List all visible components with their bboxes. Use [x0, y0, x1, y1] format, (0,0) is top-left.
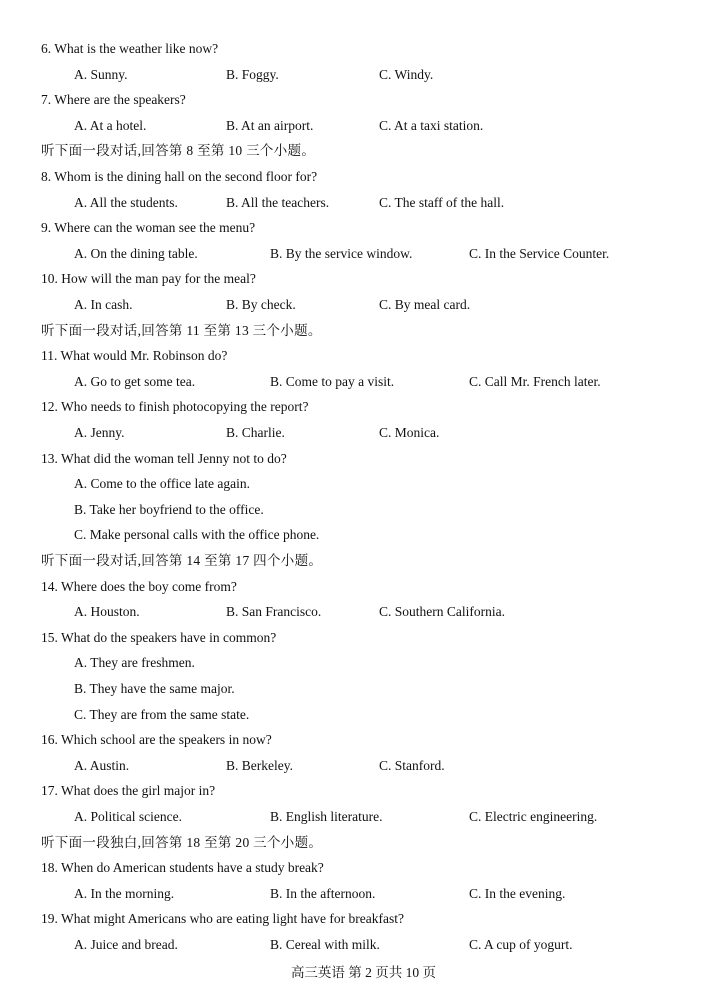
question-text: 10. How will the man pay for the meal?: [41, 271, 256, 286]
options-row: [0, 883, 727, 905]
section-instruction-row: [0, 320, 727, 342]
option-c: C. Stanford.: [379, 758, 445, 773]
question-row: [0, 396, 727, 418]
question-text: 8. Whom is the dining hall on the second floor for?: [41, 169, 318, 184]
question-row: [0, 89, 727, 111]
option-a: A. Come to the office late again.: [74, 476, 250, 491]
option-a: A. Sunny.: [74, 67, 128, 82]
question-text: 16. Which school are the speakers in now?: [41, 732, 272, 747]
question-text: 14. Where does the boy come from?: [41, 579, 237, 594]
question-text: 7. Where are the speakers?: [41, 92, 186, 107]
options-row: [0, 371, 727, 393]
options-row: [0, 524, 727, 546]
option-a: A. Juice and bread.: [74, 937, 178, 952]
question-row: [0, 627, 727, 649]
question-row: [0, 729, 727, 751]
section-instruction-row: [0, 550, 727, 572]
option-b: B. Foggy.: [226, 67, 279, 82]
option-c: C. Monica.: [379, 425, 440, 440]
options-row: [0, 678, 727, 700]
question-row: [0, 448, 727, 470]
option-c: C. By meal card.: [379, 297, 471, 312]
option-a: A. Go to get some tea.: [74, 374, 196, 389]
question-row: [0, 857, 727, 879]
options-row: [0, 294, 727, 316]
option-c: C. Southern California.: [379, 604, 505, 619]
options-row: [0, 192, 727, 214]
question-text: 6. What is the weather like now?: [41, 41, 219, 56]
question-row: [0, 780, 727, 802]
option-a: A. In the morning.: [74, 886, 175, 901]
question-text: 18. When do American students have a study break?: [41, 860, 324, 875]
option-a: A. On the dining table.: [74, 246, 198, 261]
options-row: [0, 64, 727, 86]
question-text: 17. What does the girl major in?: [41, 783, 216, 798]
option-b: B. English literature.: [270, 809, 383, 824]
options-row: [0, 422, 727, 444]
option-c: C. The staff of the hall.: [379, 195, 505, 210]
question-text: 12. Who needs to finish photocopying the report?: [41, 399, 309, 414]
question-row: [0, 576, 727, 598]
section-instruction: 听下面一段对话,回答第 14 至第 17 四个小题。: [41, 553, 323, 568]
question-row: [0, 345, 727, 367]
section-instruction-row: [0, 140, 727, 162]
option-b: B. San Francisco.: [226, 604, 322, 619]
option-a: A. All the students.: [74, 195, 178, 210]
options-row: [0, 652, 727, 674]
options-row: [0, 499, 727, 521]
option-b: B. All the teachers.: [226, 195, 330, 210]
option-b: B. By check.: [226, 297, 296, 312]
option-a: A. Houston.: [74, 604, 140, 619]
question-row: [0, 166, 727, 188]
question-text: 19. What might Americans who are eating light have for breakfast?: [41, 911, 405, 926]
page-footer: 高三英语 第 2 页共 10 页: [290, 965, 437, 980]
section-instruction: 听下面一段对话,回答第 8 至第 10 三个小题。: [41, 143, 316, 158]
question-row: [0, 217, 727, 239]
question-row: [0, 908, 727, 930]
question-text: 11. What would Mr. Robinson do?: [41, 348, 228, 363]
option-b: B. Charlie.: [226, 425, 285, 440]
option-a: A. Jenny.: [74, 425, 125, 440]
options-row: [0, 601, 727, 623]
options-row: [0, 755, 727, 777]
option-c: C. Windy.: [379, 67, 434, 82]
option-b: B. Come to pay a visit.: [270, 374, 395, 389]
question-text: 15. What do the speakers have in common?: [41, 630, 277, 645]
option-b: B. At an airport.: [226, 118, 314, 133]
question-row: [0, 38, 727, 60]
option-c: C. At a taxi station.: [379, 118, 484, 133]
options-row: [0, 806, 727, 828]
option-a: A. At a hotel.: [74, 118, 147, 133]
option-a: C. They are from the same state.: [74, 707, 250, 722]
question-row: [0, 268, 727, 290]
section-instruction: 听下面一段对话,回答第 11 至第 13 三个小题。: [41, 323, 322, 338]
option-b: B. By the service window.: [270, 246, 413, 261]
option-c: C. In the Service Counter.: [469, 246, 610, 261]
options-row: [0, 243, 727, 265]
option-a: A. Political science.: [74, 809, 182, 824]
option-c: C. Electric engineering.: [469, 809, 598, 824]
options-row: [0, 704, 727, 726]
option-c: C. A cup of yogurt.: [469, 937, 573, 952]
question-text: 13. What did the woman tell Jenny not to do?: [41, 451, 287, 466]
question-text: 9. Where can the woman see the menu?: [41, 220, 256, 235]
option-b: B. Berkeley.: [226, 758, 293, 773]
option-a: A. They are freshmen.: [74, 655, 195, 670]
option-a: B. They have the same major.: [74, 681, 235, 696]
options-row: [0, 115, 727, 137]
section-instruction: 听下面一段独白,回答第 18 至第 20 三个小题。: [41, 835, 323, 850]
option-c: C. Call Mr. French later.: [469, 374, 601, 389]
option-a: A. Austin.: [74, 758, 130, 773]
options-row: [0, 934, 727, 956]
option-c: C. In the evening.: [469, 886, 566, 901]
options-row: [0, 473, 727, 495]
option-a: C. Make personal calls with the office phone.: [74, 527, 320, 542]
section-instruction-row: [0, 832, 727, 854]
option-b: B. In the afternoon.: [270, 886, 376, 901]
option-a: B. Take her boyfriend to the office.: [74, 502, 264, 517]
option-a: A. In cash.: [74, 297, 133, 312]
option-b: B. Cereal with milk.: [270, 937, 380, 952]
